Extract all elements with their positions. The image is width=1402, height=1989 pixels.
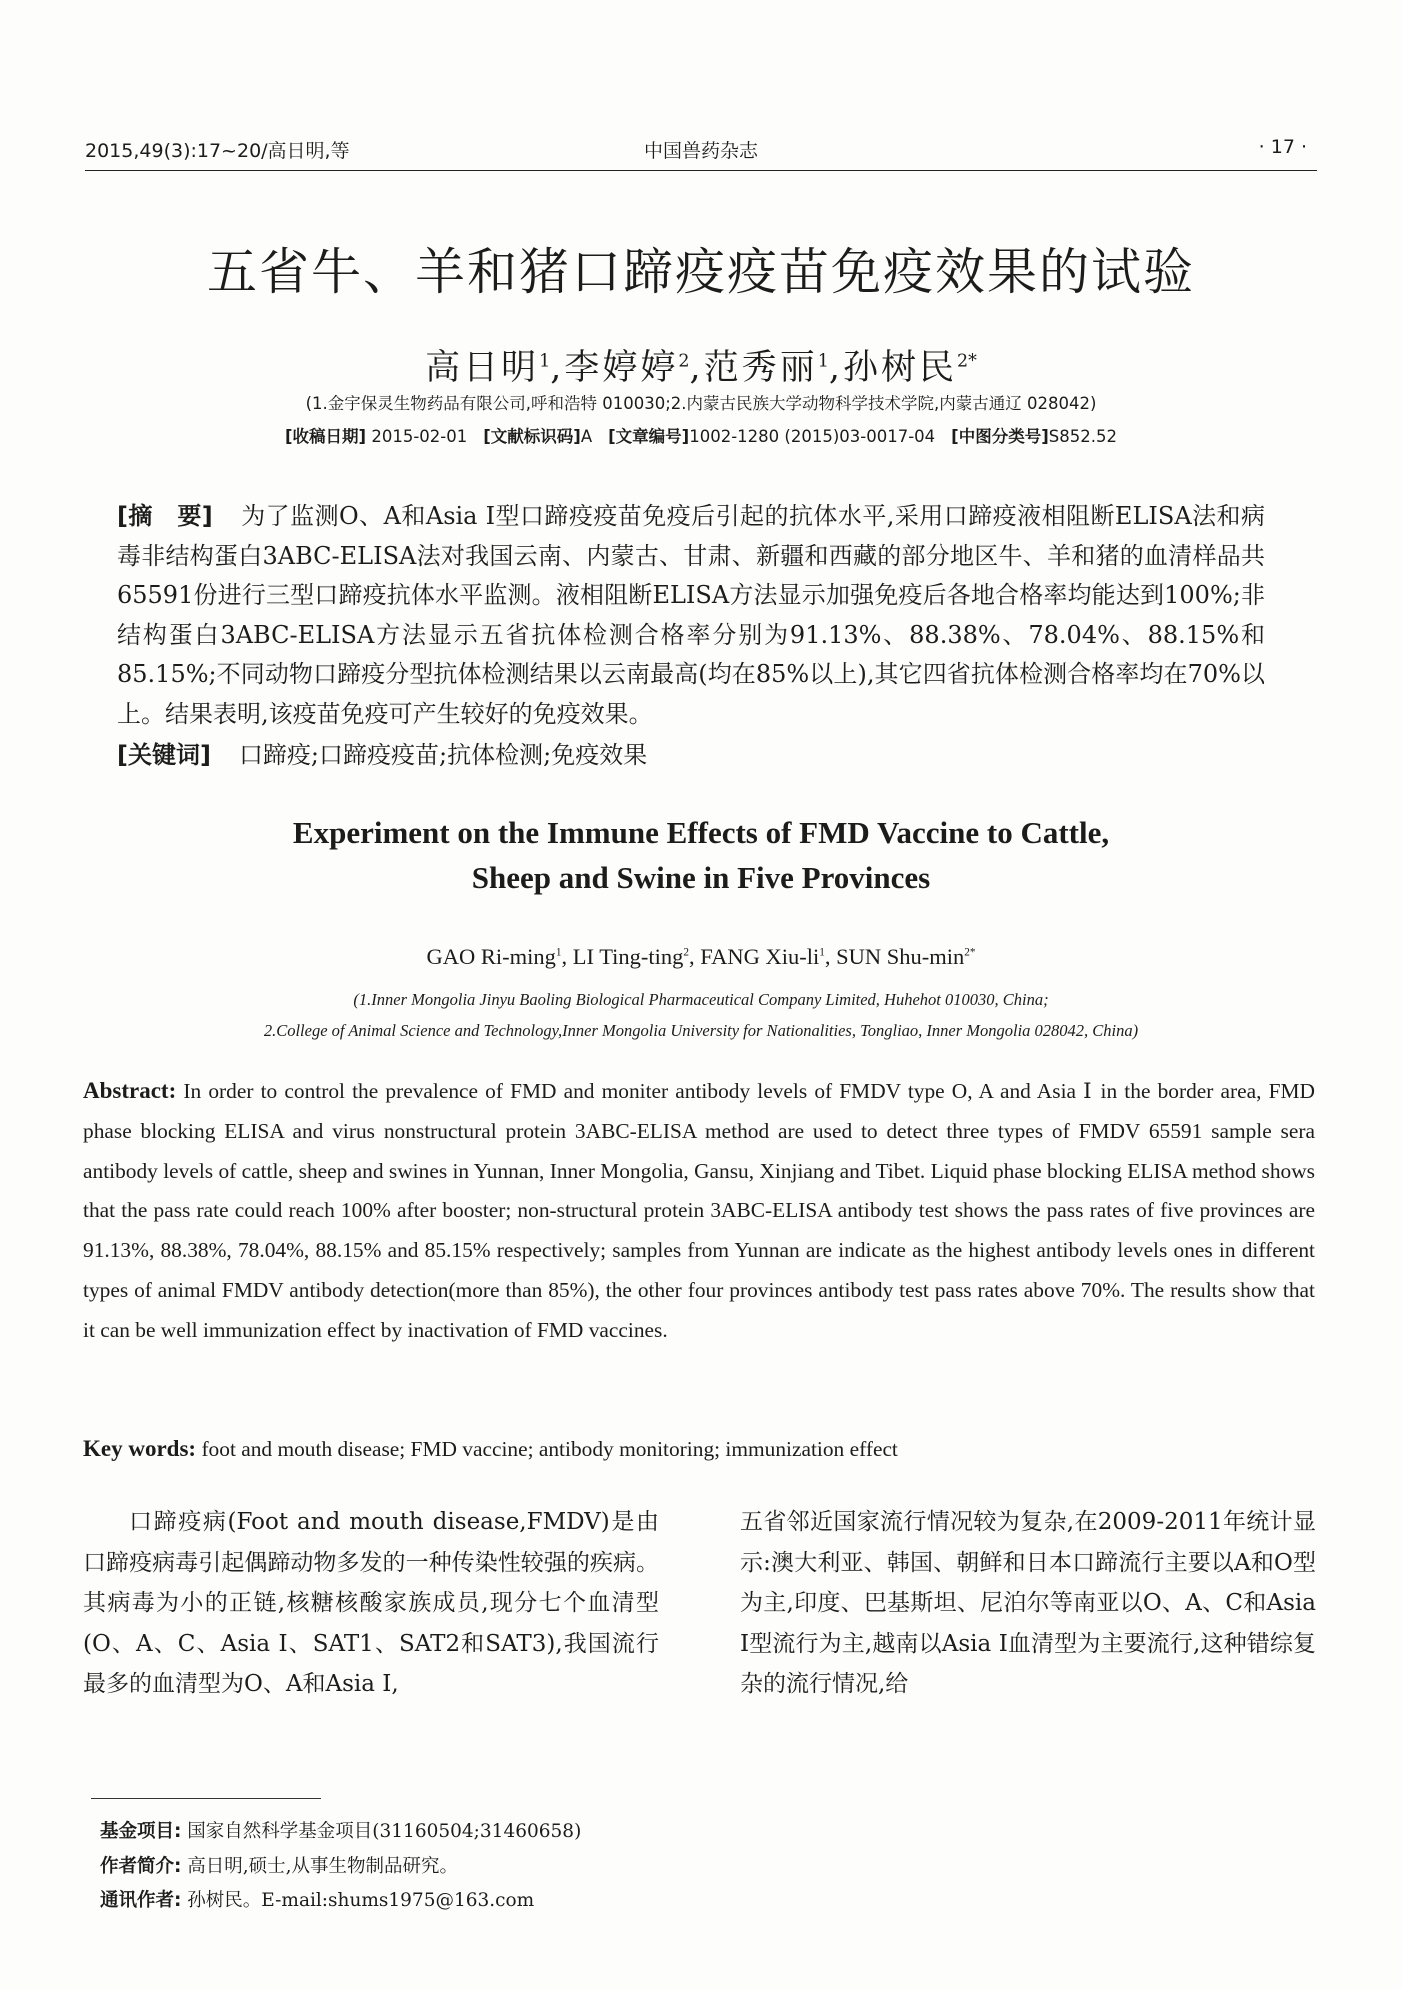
english-keywords-text: foot and mouth disease; FMD vaccine; antibody monitoring; immunization effect: [201, 1437, 898, 1461]
english-title-line: Experiment on the Immune Effects of FMD Vaccine to Cattle,: [292, 815, 1110, 850]
english-keywords-label: Key words:: [83, 1436, 197, 1461]
author-separator: ,: [561, 944, 573, 969]
english-abstract-text: In order to control the prevalence of FMD and moniter antibody levels of FMDV type O, A and Asia Ⅰ in the border area, FMD phase blocking ELISA and virus nonstructural protein 3ABC-ELISA method are used to detect three types of FMDV 65591 sample sera antibody levels of cattle, sheep and swines in Yunnan, Inner Mongolia, Gansu, Xinjiang and Tibet. Liquid phase blocking ELISA method shows that the pass rate could reach 100% after booster; non-structural protein 3ABC-ELISA antibody test shows the pass rates of five provinces are 91.13%, 88.38%, 78.04%, 88.15% and 85.15% respectively; samples from Yunnan are indicate as the highest antibody levels ones in different types of animal FMDV antibody detection(more than 85%), the other four provinces antibody test pass rates above 70%. The results show that it can be well immunization effect by inactivation of FMD vaccines.: [83, 1079, 1315, 1342]
body-column-left: 口蹄疫病(Foot and mouth disease,FMDV)是由口蹄疫病毒引起偶蹄动物多发的一种传染性较强的疾病。其病毒为小的正链,核糖核酸家族成员,现分七个血清型(O、A、C、Asia Ⅰ、SAT1、SAT2和SAT3),我国流行最多的血清型为O、A和Asia Ⅰ,: [83, 1509, 659, 1697]
chinese-abstract-text: 为了监测O、A和Asia Ⅰ型口蹄疫疫苗免疫后引起的抗体水平,采用口蹄疫液相阻断ELISA法和病毒非结构蛋白3ABC-ELISA法对我国云南、内蒙古、甘肃、新疆和西藏的部分地区牛、羊和猪的血清样品共65591份进行三型口蹄疫抗体水平监测。液相阻断ELISA方法显示加强免疫后各地合格率均能达到100%;非结构蛋白3ABC-ELISA方法显示五省抗体检测合格率分别为91.13%、88.38%、78.04%、88.15%和85.15%;不同动物口蹄疫分型抗体检测结果以云南最高(均在85%以上),其它四省抗体检测合格率均在70%以上。结果表明,该疫苗免疫可产生较好的免疫效果。: [117, 502, 1266, 728]
chinese-title: 五省牛、羊和猪口蹄疫疫苗免疫效果的试验: [207, 243, 1195, 301]
footnote-bio-label: 作者简介:: [100, 1856, 182, 1877]
footnote-bio-text: 高日明,硕士,从事生物制品研究。: [187, 1856, 459, 1877]
footnote-divider: [91, 1798, 321, 1799]
chinese-author-name: 高日明: [425, 348, 540, 388]
english-abstract-label: Abstract:: [83, 1078, 177, 1103]
clc-number-label: [中图分类号]: [951, 427, 1049, 446]
english-author-name: GAO Ri-ming: [426, 944, 556, 969]
english-affiliation-2: [0, 1021, 1402, 1041]
header-page-number: · 17 ·: [1258, 136, 1307, 158]
author-separator: ,: [689, 944, 701, 969]
body-column-right: 五省邻近国家流行情况较为复杂,在2009-2011年统计显示:澳大利亚、韩国、朝鲜和日本口蹄流行主要以A和O型为主,印度、巴基斯坦、尼泊尔等南亚以O、A、C和Asia Ⅰ型流行为主,越南以Asia Ⅰ血清型为主要流行,这种错综复杂的流行情况,给: [740, 1509, 1316, 1697]
received-date: 2015-02-01: [371, 427, 468, 446]
chinese-keywords-label: [关键词]: [117, 741, 211, 769]
chinese-keywords-text: 口蹄疫;口蹄疫疫苗;抗体检测;免疫效果: [238, 741, 648, 769]
english-affiliation-text: 2.College of Animal Science and Technology,Inner Mongolia University for Nationalities, Tongliao, Inner Mongolia 028042, China): [263, 1021, 1139, 1040]
english-author-list: [0, 944, 1402, 970]
affiliation-mark: 1: [539, 351, 551, 372]
article-metadata: [0, 423, 1402, 447]
chinese-affiliations: (1.金宇保灵生物药品有限公司,呼和浩特 010030;2.内蒙古民族大学动物科学技术学院,内蒙古通辽 028042): [305, 394, 1097, 413]
english-author-name: FANG Xiu-li: [700, 944, 820, 969]
affiliation-mark: 2: [678, 351, 690, 372]
header-journal-name: 中国兽药杂志: [643, 140, 758, 162]
footnote-author-bio: [100, 1852, 458, 1878]
footnote-contact-label: 通讯作者:: [100, 1890, 182, 1911]
article-number: 1002-1280 (2015)03-0017-04: [689, 427, 936, 446]
affiliation-mark: 1: [555, 946, 562, 959]
received-date-label: [收稿日期]: [285, 427, 367, 446]
english-keywords: [83, 1436, 1315, 1462]
article-number-label: [文章编号]: [608, 427, 690, 446]
author-separator: ,: [689, 348, 704, 388]
footnote-funding: [100, 1817, 581, 1843]
english-affiliation-1: [0, 990, 1402, 1010]
footnote-corresponding-author: [100, 1886, 534, 1912]
english-author-name: LI Ting-ting: [572, 944, 684, 969]
english-affiliation-text: (1.Inner Mongolia Jinyu Baoling Biological Pharmaceutical Company Limited, Huhehot 010030, China;: [353, 990, 1049, 1009]
english-title-line: Sheep and Swine in Five Provinces: [471, 860, 931, 895]
affiliation-mark: 2: [683, 946, 690, 959]
affiliation-mark: 1: [819, 946, 825, 959]
chinese-keywords: [117, 735, 1265, 770]
chinese-abstract: [117, 497, 1265, 735]
header-citation: 2015,49(3):17~20/高日明,等: [85, 140, 350, 162]
chinese-author-list: [0, 340, 1402, 390]
author-separator: ,: [828, 348, 843, 388]
chinese-abstract-label: [摘 要]: [117, 502, 213, 530]
chinese-author-name: 范秀丽: [703, 348, 818, 388]
clc-number: S852.52: [1048, 427, 1117, 446]
english-title: [0, 810, 1402, 900]
author-separator: ,: [550, 348, 565, 388]
chinese-author-name: 孙树民: [842, 348, 957, 388]
footnote-funding-text: 国家自然科学基金项目(31160504;31460658): [187, 1821, 582, 1842]
footnote-contact-text: 孙树民。E-mail:shums1975@163.com: [187, 1890, 535, 1911]
affiliation-mark: 2*: [957, 351, 977, 372]
document-code-label: [文献标识码]: [483, 427, 581, 446]
affiliation-mark: 1: [817, 351, 829, 372]
running-header: [85, 126, 1317, 171]
author-separator: ,: [824, 944, 837, 969]
affiliation-mark: 2*: [964, 946, 976, 959]
english-author-name: SUN Shu-min: [836, 944, 965, 969]
footnote-funding-label: 基金项目:: [100, 1821, 182, 1842]
document-code: A: [580, 427, 593, 446]
english-abstract: [83, 1071, 1315, 1351]
chinese-author-name: 李婷婷: [564, 348, 679, 388]
